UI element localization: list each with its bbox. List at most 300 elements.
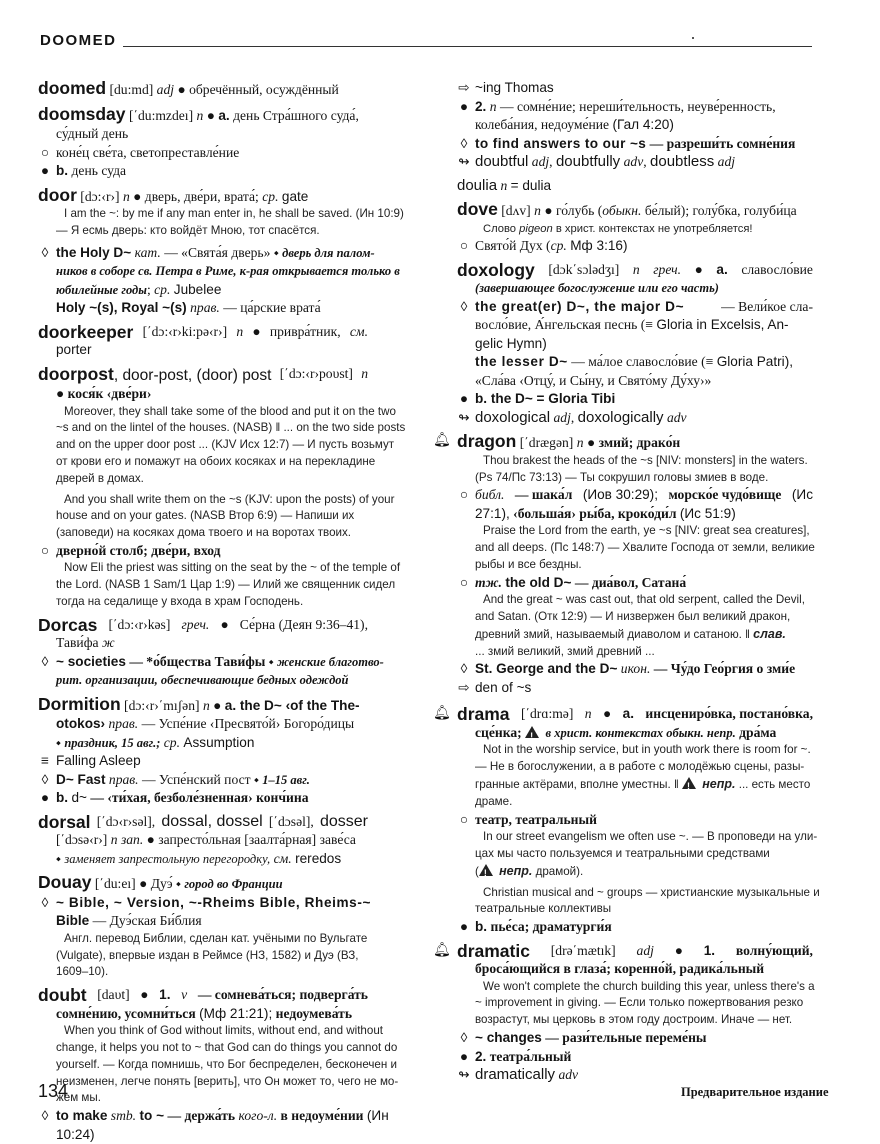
example-line: Now Eli the priest was sitting on the seat by the ~ of the temple of <box>64 561 401 575</box>
open-circle-icon: ○ <box>459 487 469 503</box>
definition-continued: колеба́ния, недоуме́ние <box>475 117 610 132</box>
example-block <box>457 742 813 810</box>
example-line: Англ. перевод Библии, сделан кат. учёными по Вульгате <box>64 931 368 945</box>
definition-continued: броса́ющийся в глаза́; коренно́й, радика́льный <box>475 961 765 977</box>
warning-icon <box>682 777 696 789</box>
running-head-rule <box>123 46 813 47</box>
cross-reference: porter <box>56 342 92 358</box>
headword: doxology <box>457 259 535 280</box>
language-label: греч. <box>181 616 210 632</box>
idiom: ~ changes <box>475 1030 542 1046</box>
sense-label: 2. <box>475 1048 487 1064</box>
headword: door <box>38 184 77 205</box>
example-line: In our street evangelism we often use ~. — В проповеди на ули- <box>483 830 818 844</box>
bullet-icon: ● <box>459 391 469 407</box>
example-line: от крови его и помажут на обоих косяках и на перекладине <box>56 454 376 468</box>
headword: dove <box>457 199 498 219</box>
example-line: дверей в домах. <box>56 471 144 485</box>
usage-label: прав. <box>108 716 139 732</box>
idiom: D~ Fast <box>56 771 106 787</box>
bell-icon: 🔔︎ <box>433 942 451 958</box>
example-block <box>38 931 368 981</box>
entry-dorcas <box>38 614 384 690</box>
sub-definition: — шака́л <box>514 487 573 503</box>
bible-reference: Мф 3:16) <box>570 238 628 254</box>
headword: doorpost <box>38 363 114 384</box>
equivalent: Gloria Patri), <box>716 354 793 370</box>
idiom-definition: — Дуэ́ская Би́блия <box>92 913 202 929</box>
derivative-arrow-icon: ↬ <box>458 1067 470 1083</box>
definition: день Стра́шного суда́, <box>233 107 359 123</box>
idiom: the lesser D~ <box>475 354 568 370</box>
example-line: 1609–10). <box>56 965 109 979</box>
sub-definition: дверно́й столб; две́ри, вход <box>56 542 221 558</box>
idiom-definition: восло́вие, А́нгельская песнь (≡ <box>475 317 653 333</box>
page-number: 134 <box>38 1081 69 1101</box>
usage-label: прав. <box>108 771 139 787</box>
pronunciation: [΄dɔ:‹r›poυst] <box>279 365 353 381</box>
sense-label: a. the D~ ‹of the The- <box>224 697 360 713</box>
note: женские благотво- <box>277 654 384 669</box>
idiom-definition: — *о́бщества Тави́фы <box>129 653 266 669</box>
usage-label: тж. <box>475 574 502 590</box>
part-of-speech: n <box>361 365 368 381</box>
usage-label: непр. <box>499 863 533 878</box>
example-line: рыбы и все бездны. <box>475 557 582 571</box>
headword: doubt <box>38 985 87 1006</box>
diamond-icon: ◊ <box>41 653 49 669</box>
entry-dorsal <box>38 813 368 869</box>
derivative: doubtfully <box>555 153 621 170</box>
pronunciation: [dʌv] <box>501 203 531 218</box>
idiom: St. George and the D~ <box>475 661 618 677</box>
definition: привра́тник, <box>269 323 341 339</box>
pronunciation: [dɔ:‹r›΄mıʃən] <box>124 697 200 713</box>
open-circle-icon: ○ <box>40 542 50 558</box>
definition: обречённый, осуждённый <box>189 82 339 97</box>
derivative: doxological <box>475 408 551 426</box>
pronunciation: [΄dɔsə‹r›] <box>56 832 108 848</box>
example-block: In our street evangelism we often use ~. — В проповеди на ули- цах мы часто пользуемся и театральными средствами (! непр. драмой). Christian musical and ~ groups — христианские музыкальные и театральные коллективы <box>457 829 813 918</box>
example-line: жем мы. <box>56 1091 101 1105</box>
arrow-right-icon: ⇨ <box>458 80 470 95</box>
sense-label: 1. <box>159 987 171 1003</box>
headword: doulia <box>457 176 498 194</box>
idiom-definition: — Вели́кое сла- <box>721 298 813 314</box>
pronunciation: [dɔk΄sɔlədʒı] <box>548 261 620 277</box>
example-line: Christian musical and ~ groups — христианские музыкальные и <box>483 885 820 899</box>
example-line: We won't complete the church building this year, unless there's a <box>483 979 815 993</box>
derivative-arrow-icon: ↬ <box>458 409 470 425</box>
bullet-icon: ● <box>146 832 155 848</box>
warning-icon <box>479 864 493 876</box>
bullet-icon: ● <box>544 203 553 218</box>
open-circle-icon: ○ <box>40 144 50 160</box>
idiom-definition: — ца́рские врата́ <box>223 300 321 316</box>
bullet-icon: ● <box>177 82 186 97</box>
definition-continued: Тави́фа <box>56 635 99 651</box>
part-of-speech: n <box>202 697 210 713</box>
idiom: Holy ~(s), Royal ~(s) <box>56 300 187 316</box>
headword-variants: , door-post, (door) post <box>113 366 272 384</box>
bible-reference: 10:24) <box>56 1126 95 1142</box>
entry-dramatic <box>433 940 815 1085</box>
sense-label: a. <box>716 261 728 277</box>
derivative: doubtless <box>650 153 715 170</box>
part-of-speech: adj <box>717 154 736 169</box>
sub-term: the old D~ <box>505 574 572 590</box>
sense-term: d~ <box>71 790 87 806</box>
warning-icon <box>525 726 539 738</box>
entry-doubt <box>38 985 399 1144</box>
part-of-speech: n <box>489 98 497 114</box>
sense-label: b. <box>475 919 488 935</box>
definition: кося́к ‹две́ри› <box>67 386 152 402</box>
idiom-definition: — рази́тельные переме́ны <box>545 1030 707 1046</box>
part-of-speech: v <box>181 987 188 1003</box>
pronunciation: [΄drɑ:mə] <box>520 706 574 722</box>
part-of-speech: n <box>534 203 541 218</box>
usage-label: обыкн. <box>602 203 642 218</box>
diamond-icon: ◊ <box>460 661 468 677</box>
example-line: (заповеди) на косяках дома твоего и на воротах твоих. <box>56 526 352 540</box>
bell-icon: 🔔︎ <box>433 433 451 449</box>
entry-doorkeeper <box>38 323 368 360</box>
sub-definition: коне́ц све́та, светопреставле́ние <box>56 144 240 160</box>
entry-doorpost <box>38 363 406 611</box>
sense-label: 2. <box>475 98 487 114</box>
headword: dramatic <box>457 940 530 961</box>
example: I am the ~: by me if any man enter in, he shall be saved. (Ин 10:9) <box>64 207 404 220</box>
definition: змий; драко́н <box>598 435 681 451</box>
definition-continued: сомне́нию, усомни́ться <box>56 1005 196 1021</box>
example-line: the Lord. (NASB 1 Sam/1 Цар 1:9) — Илий же священник сидел <box>56 578 396 592</box>
sense-label: b. the D~ = Gloria Tibi <box>475 391 616 407</box>
bullet-icon: ● <box>133 188 142 204</box>
example-block <box>38 560 401 610</box>
idiom-definition: — разреши́ть сомне́ния <box>649 135 796 151</box>
definition: дверь, две́ри, врата́; <box>144 188 259 204</box>
headword: doorkeeper <box>38 321 134 342</box>
sub-definition: ‹больша́я› ры́ба, кроко́ди́л <box>513 505 677 521</box>
left-column <box>38 78 406 1144</box>
bullet-icon: ● <box>220 616 229 632</box>
pronunciation: [΄dɔ:‹r›ki:pə‹r›] <box>142 323 228 339</box>
cross-reference: reredos <box>295 850 342 866</box>
idiom: ~ Bible, ~ Version, ~-Rheims Bible, Rheims-~ <box>56 894 371 910</box>
idiom: the great(er) D~, the major D~ <box>475 298 685 314</box>
example-line: house and on your gates. (NASB Втор 6:9) — Напиши их <box>56 509 355 523</box>
entry-doxology: doxology [dɔk΄sɔlədʒı] n греч. ● a. славосло́вие (завершающее богослужение или его часть) ◊ the great(er) D~, the major D~ — Вели́кое сла- восло́вие, А́нгельская песнь (≡ Gloria in Excelsis, An- gelic Hymn) the lesser D~ — ма́лое славосло́вие (≡ Gloria Patri), «Сла́ва ‹Отцу́, и Сы́ну, и Свято́му Ду́ху›» ● b. the D~ = Gloria Tibi ↬ doxological adj, doxologically adv <box>457 259 813 426</box>
sub-definition: морско́е чудо́вище <box>668 487 782 503</box>
note-term: pigeon <box>519 222 553 235</box>
bullet-icon: ● <box>586 435 596 451</box>
small-diamond-icon: ⬩ <box>56 734 61 750</box>
bullet-icon: ● <box>56 386 65 402</box>
example-line: (Vulgate), впервые издан в Реймсе (НЗ, 1582) и Дуэ (ВЗ, <box>56 948 359 962</box>
example-line: тогда на седалище у входа в храм Господень. <box>56 595 304 609</box>
example-line: Praise the Lord from the earth, ye ~s [NIV: great sea creatures], <box>483 524 810 538</box>
example-line: — Не в богослужении, а в работе с молодёжью сцены, разы- <box>475 760 805 774</box>
definition: инсцениро́вка, постано́вка, <box>645 706 813 722</box>
headword: dorsal <box>38 811 91 832</box>
example-line: (Ps 74/Пс 73:13) — Ты сокрушил головы змиев в воде. <box>475 470 769 484</box>
note: 1–15 авг. <box>262 772 310 787</box>
sense-label: b. <box>56 163 69 178</box>
example-line: and all deeps. (Пс 148:7) — Хвалите Господа от земли, великие <box>475 541 815 555</box>
idiom-definition: — «Свята́я дверь» <box>164 244 271 260</box>
part-of-speech: n <box>110 832 118 848</box>
derivative: dramatically <box>475 1066 556 1084</box>
example-line: And you shall write them on the ~s (KJV: upon the posts) of your <box>64 492 395 506</box>
entry-doomed <box>38 79 368 100</box>
example-line: and on the upper door post ... (KJV Исх 12:7) — И пусть возьмут <box>56 438 395 452</box>
edition-note: Предварительное издание <box>681 1085 829 1099</box>
bullet-icon: ● <box>459 98 469 114</box>
example-block <box>38 1023 399 1107</box>
diamond-icon: ◊ <box>41 1108 49 1124</box>
cf-label: ср. <box>154 281 171 297</box>
cross-reference: gate <box>281 188 309 204</box>
open-circle-icon: ○ <box>459 238 469 254</box>
pronunciation: [΄dɔ:‹r›kəs] <box>108 616 171 632</box>
cf-label: ср. <box>262 188 279 204</box>
bible-reference: (Гал 4:20) <box>612 117 674 132</box>
open-circle-icon: ○ <box>459 811 469 827</box>
idiom: to find answers to our ~s <box>475 135 647 151</box>
example-line: yourself. — Когда помнишь, что Бог беспределен, бесконечен и <box>56 1057 397 1071</box>
headword-variant: dossal, dossel <box>161 812 263 830</box>
part-of-speech: n <box>632 261 640 277</box>
usage-label: библ. <box>475 487 505 503</box>
note: (завершающее богослужение или его часть) <box>475 281 719 296</box>
entry-drama <box>433 704 820 936</box>
bible-reference: 27:1), <box>475 505 510 521</box>
definition: — сомне́ние; нереши́тельность, неуве́ренность, <box>499 98 776 114</box>
entry-dragon <box>433 431 815 697</box>
headword: drama <box>457 704 510 725</box>
bible-reference: (Иов 30:29); <box>582 487 658 503</box>
diamond-icon: ◊ <box>41 244 49 260</box>
usage-label: зап. <box>120 832 144 848</box>
small-diamond-icon: ⬩ <box>56 850 61 866</box>
example-block <box>457 453 813 487</box>
warning-note: в христ. контекстах обыкн. непр. <box>545 725 736 740</box>
idiom-object: smb. <box>110 1108 137 1124</box>
headword-variant: dosser <box>319 812 368 830</box>
definition: дра́ма <box>739 724 777 740</box>
bell-icon: 🔔︎ <box>433 706 451 722</box>
example-block <box>457 592 813 660</box>
derivative: doxologically <box>577 408 664 426</box>
idiom-definition: в недоуме́нии <box>280 1108 364 1124</box>
entry-douay <box>38 872 371 981</box>
see-label: см. <box>273 850 292 866</box>
note: в христ. контекстах не употребляется! <box>555 222 753 235</box>
pronunciation: [΄drægən] <box>519 435 574 451</box>
definition: бе́лый); голу́бка, голуби́ца <box>644 203 797 218</box>
idiom: to make <box>56 1108 108 1124</box>
bullet-icon: ● <box>40 790 50 806</box>
example-line: древний змий, называемый диаволом и сатаною. ‖ <box>475 627 750 641</box>
entry-doomsday <box>38 105 368 181</box>
sub-definition: театр, театральный <box>475 811 597 827</box>
idiom: to ~ <box>139 1108 165 1124</box>
small-diamond-icon: ⬩ <box>176 876 181 892</box>
usage-label: икон. <box>620 661 651 677</box>
sense-label: a. <box>218 107 230 123</box>
definition: театра́льный <box>489 1048 572 1064</box>
sense-label: 1. <box>703 942 716 958</box>
running-head-word: DOOMED <box>40 32 117 49</box>
bible-reference: (Мф 21:21); <box>199 1005 273 1021</box>
example-line: драмой). <box>535 864 584 878</box>
diamond-icon: ◊ <box>460 298 468 314</box>
example-translation: — Я есмь дверь: кто войдёт Мною, тот спасётся. <box>56 223 320 237</box>
sub-definition: — диа́вол, Сатана́ <box>574 574 687 590</box>
sub-definition: Свято́й Дух ( <box>475 238 551 254</box>
headword: Dorcas <box>38 614 98 635</box>
part-of-speech: adj <box>531 154 550 169</box>
equivalent: gelic Hymn) <box>475 335 547 351</box>
part-of-speech: n <box>576 435 584 451</box>
diamond-icon: ◊ <box>460 1030 468 1046</box>
pronunciation: [daυt] <box>97 987 130 1003</box>
bullet-icon: ● <box>139 876 148 892</box>
sense-label: b. <box>56 790 69 806</box>
usage-label: слав. <box>753 626 786 641</box>
bible-reference: (Ис <box>791 487 813 503</box>
entry-dove <box>457 200 813 256</box>
definition: Се́рна (Деян 9:36–41), <box>239 616 368 632</box>
example-line: ~ improvement in giving. — Если только пожертвования резко <box>475 996 804 1010</box>
note: заменяет запрестольную перегородку, <box>64 851 271 866</box>
usage-label: непр. <box>702 777 736 792</box>
see-also: ~ing Thomas <box>475 80 554 95</box>
small-diamond-icon: ⬩ <box>268 653 274 669</box>
pronunciation: [΄du:eı] <box>94 876 136 892</box>
example-line: театральные коллективы <box>475 902 612 916</box>
pronunciation: [΄dɔsәl], <box>268 813 314 829</box>
arrow-right-icon: ⇨ <box>458 679 470 695</box>
idiom-definition: — Успе́нский пост <box>142 771 251 787</box>
part-of-speech: adj <box>156 82 175 97</box>
see-also: den of ~s <box>475 679 532 695</box>
synonym-icon: ≡ <box>41 753 49 769</box>
usage-label: кат. <box>134 244 161 260</box>
definition: волну́ющий, <box>735 942 813 958</box>
bullet-icon: ● <box>459 919 469 935</box>
part-of-speech: adv <box>666 409 687 425</box>
bullet-icon: ● <box>252 323 261 339</box>
example-line: гранные актёрами, вполне уместны. ‖ <box>475 778 679 792</box>
idiom-definition: — ма́лое славосло́вие (≡ <box>571 354 714 370</box>
small-diamond-icon: ⬩ <box>273 244 279 260</box>
right-column <box>433 79 820 1085</box>
example-line: цах мы часто пользуемся и театральными средствами <box>475 846 770 860</box>
example-line: Thou brakest the heads of the ~s [NIV: monsters] in the waters. <box>483 453 808 467</box>
diamond-icon: ◊ <box>41 894 49 910</box>
part-of-speech: adv <box>623 154 644 169</box>
note: ников в соборе св. Петра в Риме, к-рая открывается только в <box>56 264 400 279</box>
pronunciation: [΄du:mzdeı] <box>128 107 194 123</box>
print-speck <box>692 37 694 39</box>
synonym: Falling Asleep <box>56 753 141 769</box>
bullet-icon: ● <box>213 697 222 713</box>
example-line: Moreover, they shall take some of the blood and put it on the two <box>64 404 396 418</box>
bible-reference: (Ис 51:9) <box>679 505 736 521</box>
idiom-definition: «Сла́ва ‹Отцу́, и Сы́ну, и Свято́му Ду́ху›» <box>475 372 712 388</box>
bullet-icon: ● <box>140 987 149 1003</box>
definition: пье́са; драматурги́я <box>490 919 612 935</box>
note: рит. организации, обеспечивающие бедных одеждой <box>56 673 349 688</box>
definition: Дуэ́ <box>150 876 173 892</box>
bullet-icon: ● <box>206 107 215 123</box>
definition: го́лубь ( <box>555 203 603 218</box>
bullet-icon: ● <box>603 706 612 722</box>
derivative-arrow-icon: ↬ <box>458 154 470 169</box>
definition: — Успе́ние ‹Пресвято́й› Богоро́дицы <box>141 716 355 732</box>
bullet-icon: ● <box>40 163 50 178</box>
idiom-definition: — держа́ть <box>167 1108 236 1124</box>
note: дверь для палом- <box>282 245 375 260</box>
example-line: and Satan. (Отк 12:9) — И низвержен был великий дракон, <box>475 610 791 624</box>
definition-continued: сце́нка; <box>475 724 522 740</box>
part-of-speech: adv <box>558 1067 579 1083</box>
part-of-speech: n <box>584 706 592 722</box>
headword: Dormition <box>38 693 121 714</box>
definition: день суда <box>71 163 127 178</box>
diamond-icon: ◊ <box>41 771 49 787</box>
example-line: ... есть место <box>738 778 811 792</box>
definition-continued: су́дный день <box>56 126 129 141</box>
definition: славосло́вие <box>741 261 813 277</box>
part-of-speech: adj <box>553 409 571 425</box>
derivative: doubtful <box>475 153 529 170</box>
definition: запресто́льная [заалта́рная] заве́са <box>158 832 356 848</box>
sense-term: otokos› <box>56 716 106 732</box>
entry-doubt-continued: ⇨ ~ing Thomas ● 2. n — сомне́ние; нереши́тельность, неуве́ренность, колеба́ния, недоуме́ние (Гал 4:20) ◊ to find answers to our ~s — разреши́ть сомне́ния ↬ doubtful adj, doubtfully adv, doubtless adj <box>458 80 796 170</box>
idiom-definition: — Чу́до Гео́ргия о зми́е <box>653 661 796 677</box>
example-line: неизменен, легче понять [верить], что Он может то, чего не мо- <box>56 1074 399 1088</box>
sense-label: a. <box>622 706 634 722</box>
example-line: And the great ~ was cast out, that old serpent, called the Devil, <box>483 593 805 607</box>
idiom-object: кого-л. <box>238 1108 278 1124</box>
part-of-speech: n <box>196 107 204 123</box>
example-block <box>457 523 813 573</box>
headword: Douay <box>38 872 92 893</box>
example-block <box>38 404 406 542</box>
headword: dragon <box>457 431 517 452</box>
entry-door: door [dɔ:‹r›] n ● дверь, две́ри, врата́; ср. gate I am the ~: by me if any man enter in, he shall be saved. (Ин 10:9) — Я есмь дверь: кто войдёт Мною, тот спасётся. ◊ the Holy D~ кат. — «Свята́я дверь» ⬩ дверь для палом- ников в соборе св. Петра в Риме, к-рая открывается только в юбилейные годы; ср. Jubelee Holy ~(s), Royal ~(s) прав. — ца́рские врата́ <box>38 184 404 316</box>
usage-label: прав. <box>190 300 220 316</box>
cross-reference: Jubelee <box>173 281 222 297</box>
cf-label: ср. <box>163 734 180 750</box>
cf-label: ср. <box>550 238 567 254</box>
see-label: см. <box>349 323 368 339</box>
definition: — сомнева́ться; подверга́ть <box>197 987 368 1003</box>
note: Слово <box>483 222 516 235</box>
note: юбилейные годы <box>56 282 147 297</box>
bullet-icon: ● <box>694 261 703 277</box>
example-line: change, it helps you not to ~ that God can do things you cannot do <box>56 1041 398 1055</box>
definition: — ‹ти́хая, безболе́зненная› конч́ина <box>90 790 309 806</box>
entry-dormition <box>38 695 368 808</box>
definition: недоумева́ть <box>275 1005 353 1021</box>
language-label: греч. <box>653 261 682 277</box>
example-line: ~s and on the lintel of the houses. (NASB) ‖ ... on the two side posts <box>56 421 406 435</box>
example-block <box>457 979 813 1029</box>
